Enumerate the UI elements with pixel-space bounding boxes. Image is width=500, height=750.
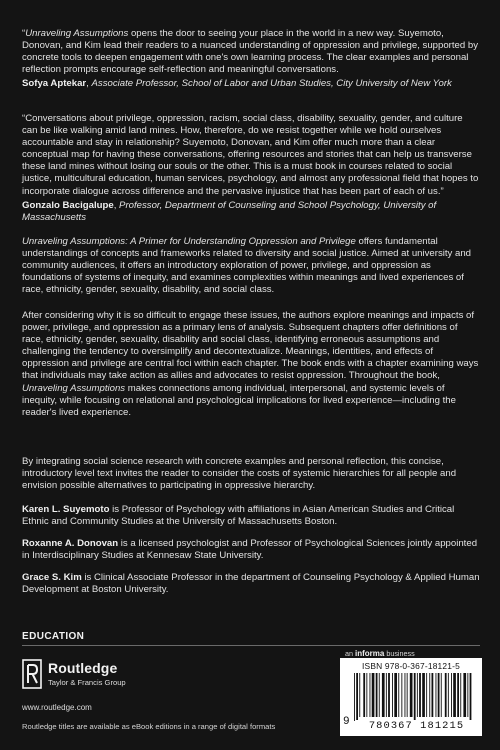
endorsement-1-title: Unraveling Assumptions: [25, 28, 129, 39]
endorsement-2-body: Conversations about privilege, oppression, racism, social class, disability, sexuality, gender, and culture can be like walking amid land mines. How, therefore, do we resist together while we hold ourselves accountable and stay in relationship? Suyemoto, Donovan, and Kim offer much more than a clear conceptual map for having these conversations, offering resources and stories that can help us transverse these land mines without losing our souls or the other. This is a must book in courses related to social justice, multicultural education, human services, psychology, and almost any professional field that hopes to incorporate dialogue across difference and the pervasive injustice that has been part of each of us.: [22, 113, 479, 197]
informa-prefix: an: [345, 649, 355, 658]
barcode-digits: 780367 181215: [355, 720, 478, 732]
author-2-bio: is a licensed psychologist and Professor of Psychological Sciences jointly appointed in Interdisciplinary Studies at Kennesaw State University.: [22, 538, 478, 562]
endorsement-2-affiliation: Professor, Department of Counseling and School Psychology, University of Massachusetts: [22, 199, 437, 223]
description-paragraph-1: [22, 236, 480, 296]
description-paragraph-2: [22, 310, 480, 419]
routledge-logo-icon: [22, 659, 42, 689]
author-bio-1: [22, 504, 480, 528]
endorsement-2-quote: “Conversations about privilege, oppression, racism, social class, disability, sexuality, gender, and culture can be like walking amid land mines. How, therefore, do we resist together while we hold ourselves accountable and stay in relationship? Suyemoto, Donovan, and Kim offer much more than a clear conceptual map for having these conversations, offering resources and stories that can help us transverse these land mines without losing our souls or the other. This is a must book in courses related to social justice, multicultural education, human services, psychology, and almost any professional field that hopes to incorporate dialogue across difference and the pervasive injustice that has been part of each of us.”: [22, 113, 479, 197]
ebook-note: Routledge titles are available as eBook editions in a range of digital formats: [22, 722, 276, 731]
endorsement-1-affiliation: Associate Professor, School of Labor and Urban Studies, City University of New York: [91, 78, 452, 90]
endorsement-2-attribution: Gonzalo Bacigalupe, Professor, Department of Counseling and School Psychology, University of Massachusetts: [22, 199, 437, 223]
endorsement-1-attribution: Sofya Aptekar, Associate Professor, School of Labor and Urban Studies, City University of New York: [22, 78, 452, 90]
endorsement-1-quote: “Unraveling Assumptions opens the door to seeing your place in the world in a new way. Suyemoto, Donovan, and Kim lead their readers to a nuanced understanding of oppression and privilege, supported by concrete tools to deepen engagement with one's own learning process. The clear examples and personal reflection prompts encourage self-reflection and meaningful conversations.: [22, 28, 479, 76]
author-3-name: Grace S. Kim: [22, 572, 82, 583]
description-3-body: By integrating social science research with concrete examples and personal reflection, this concise, introductory level text invites the reader to consider the costs of systemic hierarchies for all people and envision possible alternatives to participating in oppressive hierarchy.: [22, 456, 457, 492]
isbn-label: ISBN 978-0-367-18121-5: [362, 661, 460, 671]
author-2-name: Roxanne A. Donovan: [22, 538, 119, 549]
description-2-part-a: After considering why it is so difficult to engage these issues, the authors explore meanings and impacts of power, privilege, and oppression as a primary lens of analysis. Subsequent chapters offer definitions of race, ethnicity, gender, sexuality, disability and social class, identifying erroneous assumptions and challenging the tendency to oversimplify and decontextualize. Meanings, identities, and effects of oppression and privilege are central foci within each chapter. The book ends with a chapter examining ways that individuals may take action as allies and advocates to resist oppression. Throughout the book,: [22, 310, 479, 382]
endorsement-1-name: Sofya Aptekar: [22, 78, 87, 90]
barcode-lead-digit: 9: [343, 716, 350, 728]
endorsement-1: [22, 28, 480, 90]
description-paragraph-3: [22, 456, 480, 492]
informa-business-tag: [345, 649, 415, 658]
publisher-name: Routledge: [48, 660, 118, 676]
endorsement-2: [22, 113, 480, 224]
author-3-bio: is Clinical Associate Professor in the department of Counseling Psychology & Applied Human Development at Boston University.: [22, 572, 480, 596]
barcode-box: [340, 658, 482, 736]
description-1-body: offers fundamental understandings of concepts and frameworks related to diversity and social justice. Aimed at university and community audiences, it offers an introductory exploration of power, privilege, and oppression as foundations of systems of inequity, and examines complexities within meanings and lived experiences of race, ethnicity, gender, sexuality, disability, and social class.: [22, 236, 472, 296]
publisher-url[interactable]: www.routledge.com: [22, 703, 92, 712]
informa-suffix: business: [384, 649, 415, 658]
barcode-icon: [352, 673, 476, 721]
author-bio-2: [22, 538, 480, 562]
description-2-title: Unraveling Assumptions: [22, 382, 126, 394]
subject-category: EDUCATION: [22, 631, 85, 642]
publisher-logo: [22, 658, 202, 694]
endorsement-1-body: opens the door to seeing your place in the world in a new way. Suyemoto, Donovan, and Kim lead their readers to a nuanced understanding of oppression and privilege, supported by concrete tools to deepen engagement with one's own learning process. The clear examples and personal reflection prompts encourage self-reflection and meaningful conversations.: [22, 28, 479, 76]
author-1-bio: is Professor of Psychology with affiliations in Asian American Studies and Critical Ethnic and Community Studies at the University of Massachusetts Boston.: [22, 504, 455, 528]
divider: [22, 645, 480, 646]
informa-brand: informa: [355, 649, 385, 658]
description-2-part-b: makes connections among individual, interpersonal, and systemic levels of inequity, while focusing on relational and psychological implications for lived experience—including the reader's lived experience.: [22, 382, 456, 418]
author-1-name: Karen L. Suyemoto: [22, 504, 110, 515]
endorsement-2-name: Gonzalo Bacigalupe: [22, 199, 114, 211]
publisher-group: Taylor & Francis Group: [48, 678, 126, 687]
book-full-title: Unraveling Assumptions: A Primer for Understanding Oppression and Privilege: [22, 236, 356, 247]
author-bio-3: [22, 572, 480, 596]
